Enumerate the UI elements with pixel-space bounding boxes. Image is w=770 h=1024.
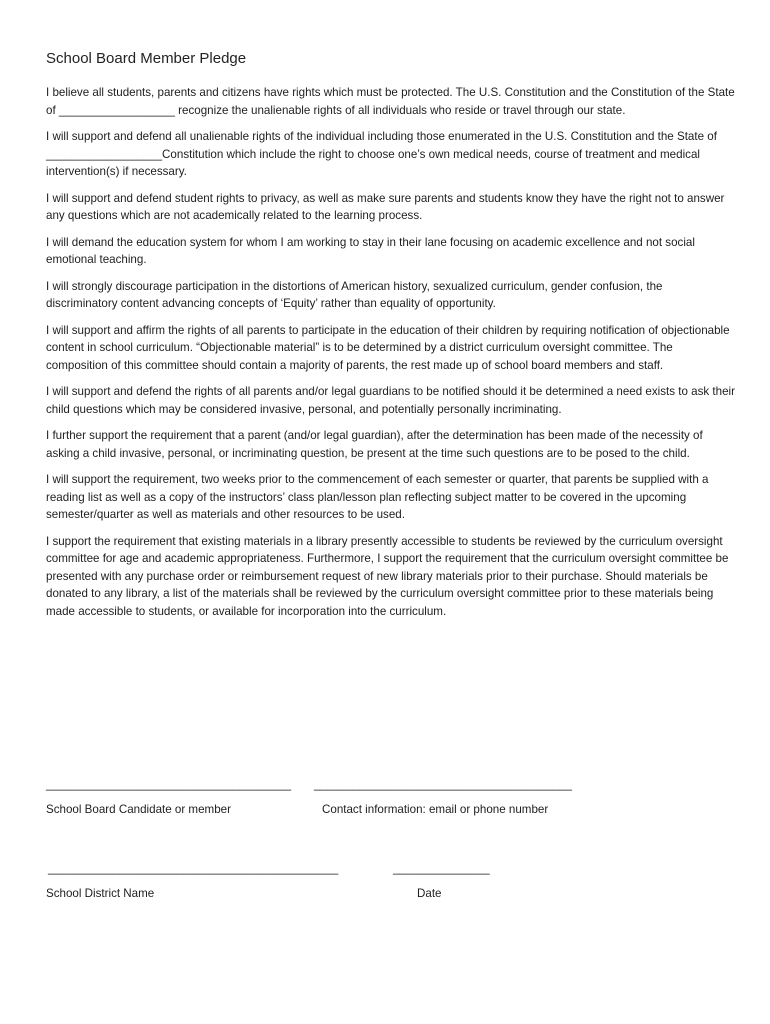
signature-section: [46, 776, 736, 906]
paragraph-discourage-distortions: I will strongly discourage participation in the distortions of American history, sexualized curriculum, gender confusion, the discriminatory content advancing concepts of ‘Equity’ rather than equality of opportunity.: [46, 279, 663, 310]
signature-line-date[interactable]: _______________: [393, 862, 490, 875]
paragraph-reading-list: I will support the requirement, two weeks prior to the commencement of each semester or quarter, that parents be supplied with a reading list as well as a copy of the instructors’ class plan/lesson plan reflecting subject matter to be covered in the upcoming semester/quarter as well as materials and other resources to be used.: [46, 473, 709, 521]
paragraph-library-review: I support the requirement that existing materials in a library presently accessible to students be reviewed by the curriculum oversight committee for age and academic appropriateness. Furthermore, I support the requirement that the curriculum oversight committee be presented with any purchase order or reimbursement request of new library materials prior to their purchase. Should materials be donated to any library, a list of the materials shall be reviewed by the curriculum oversight committee prior to these materials being made accessible to students, or available for incorporation into the curriculum.: [46, 534, 729, 618]
paragraph-rights-protected: I believe all students, parents and citizens have rights which must be protected. The U.S. Constitution and the Constitution of the State of __________________ recognize the unalienable rights of all individuals who reside or travel through our state.: [46, 86, 735, 117]
label-date: Date: [417, 887, 442, 900]
paragraph-academic-excellence: I will demand the education system for whom I am working to stay in their lane focusing on academic excellence and not social emotional teaching.: [46, 235, 695, 266]
document-title: School Board Member Pledge: [46, 50, 247, 67]
signature-line-candidate[interactable]: ______________________________________: [46, 778, 292, 791]
label-contact-info: Contact information: email or phone number: [322, 803, 549, 816]
paragraph-parent-notification: I will support and defend the rights of all parents and/or legal guardians to be notified should it be determined a need exists to ask their child questions which may be considered invasive, personal, and potentially personally incriminating.: [46, 385, 735, 416]
label-school-district: School District Name: [46, 887, 155, 900]
label-candidate: School Board Candidate or member: [46, 803, 231, 816]
pledge-document: [46, 48, 736, 629]
paragraph-parent-present: I further support the requirement that a parent (and/or legal guardian), after the determination has been made of the necessity of asking a child invasive, personal, or incriminating question, be present at the time such questions are to be posed to the child.: [46, 429, 703, 460]
paragraph-unalienable-rights: I will support and defend all unalienable rights of the individual including those enumerated in the U.S. Constitution and the State of __________________Constitution which include the right to choose one’s own medical needs, course of treatment and medical intervention(s) if necessary.: [46, 130, 717, 178]
signature-line-district[interactable]: _____________________________________________: [48, 862, 339, 875]
signature-line-contact[interactable]: ________________________________________: [314, 778, 572, 791]
paragraph-parent-participation: I will support and affirm the rights of all parents to participate in the education of their children by requiring notification of objectionable content in school curriculum. “Objectionable material” is to be determined by a district curriculum oversight committee. The composition of this committee should contain a majority of parents, the rest made up of school board members and staff.: [46, 323, 730, 372]
paragraph-student-privacy: I will support and defend student rights to privacy, as well as make sure parents and students know they have the right not to answer any questions which are not academically related to the learning process.: [46, 191, 725, 222]
